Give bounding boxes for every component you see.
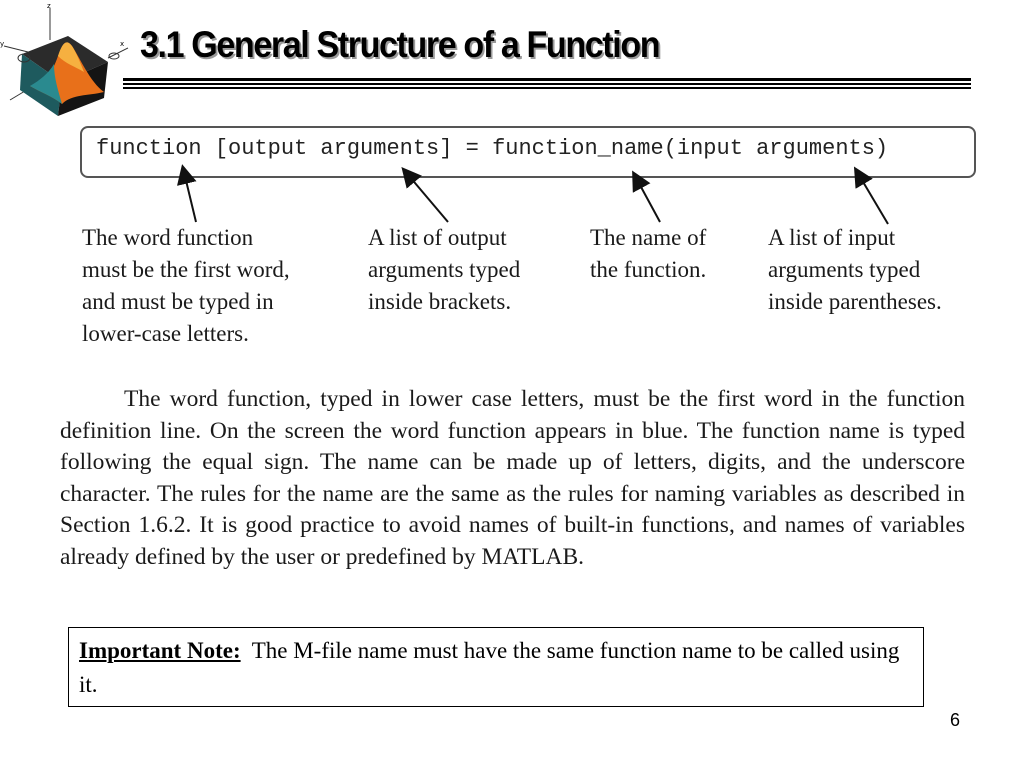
axis-label-z: z (47, 2, 51, 10)
syntax-line: function [output arguments] = function_name(input arguments) (96, 136, 889, 161)
annotation-function-keyword: The word function must be the first word, and must be typed in lower-case letters. (82, 225, 290, 346)
important-note-label: Important Note: (79, 638, 241, 663)
matlab-logo-icon (0, 0, 130, 120)
important-note-text: The M-file name must have the same function name to be called using it. (79, 638, 900, 697)
annotation-function-name: The name of the function. (590, 225, 707, 282)
arrow-input-arguments (856, 170, 888, 224)
description-paragraph: The word function, typed in lower case letters, must be the first word in the function definition line. On the screen the word function appears in blue. The function name is typed following the equal sign. The name can be made up of letters, digits, and the underscore character. The rules for the name are the same as the rules for naming variables as described in Section 1.6.2. It is good practice to avoid names of built-in functions, and names of variables already defined by the user or predefined by MATLAB. (60, 386, 965, 570)
title-underline (123, 78, 971, 91)
annotation-output-arguments: A list of output arguments typed inside brackets. (368, 225, 521, 314)
axis-label-x: x (120, 40, 125, 48)
annotation-input-arguments: A list of input arguments typed inside parentheses. (768, 225, 942, 314)
axis-label-y: y (0, 40, 5, 48)
important-note-box (68, 627, 924, 707)
slide-title: 3.1 General Structure of a Function (140, 24, 660, 65)
page-number: 6 (950, 710, 961, 730)
arrow-function-name (634, 174, 660, 222)
